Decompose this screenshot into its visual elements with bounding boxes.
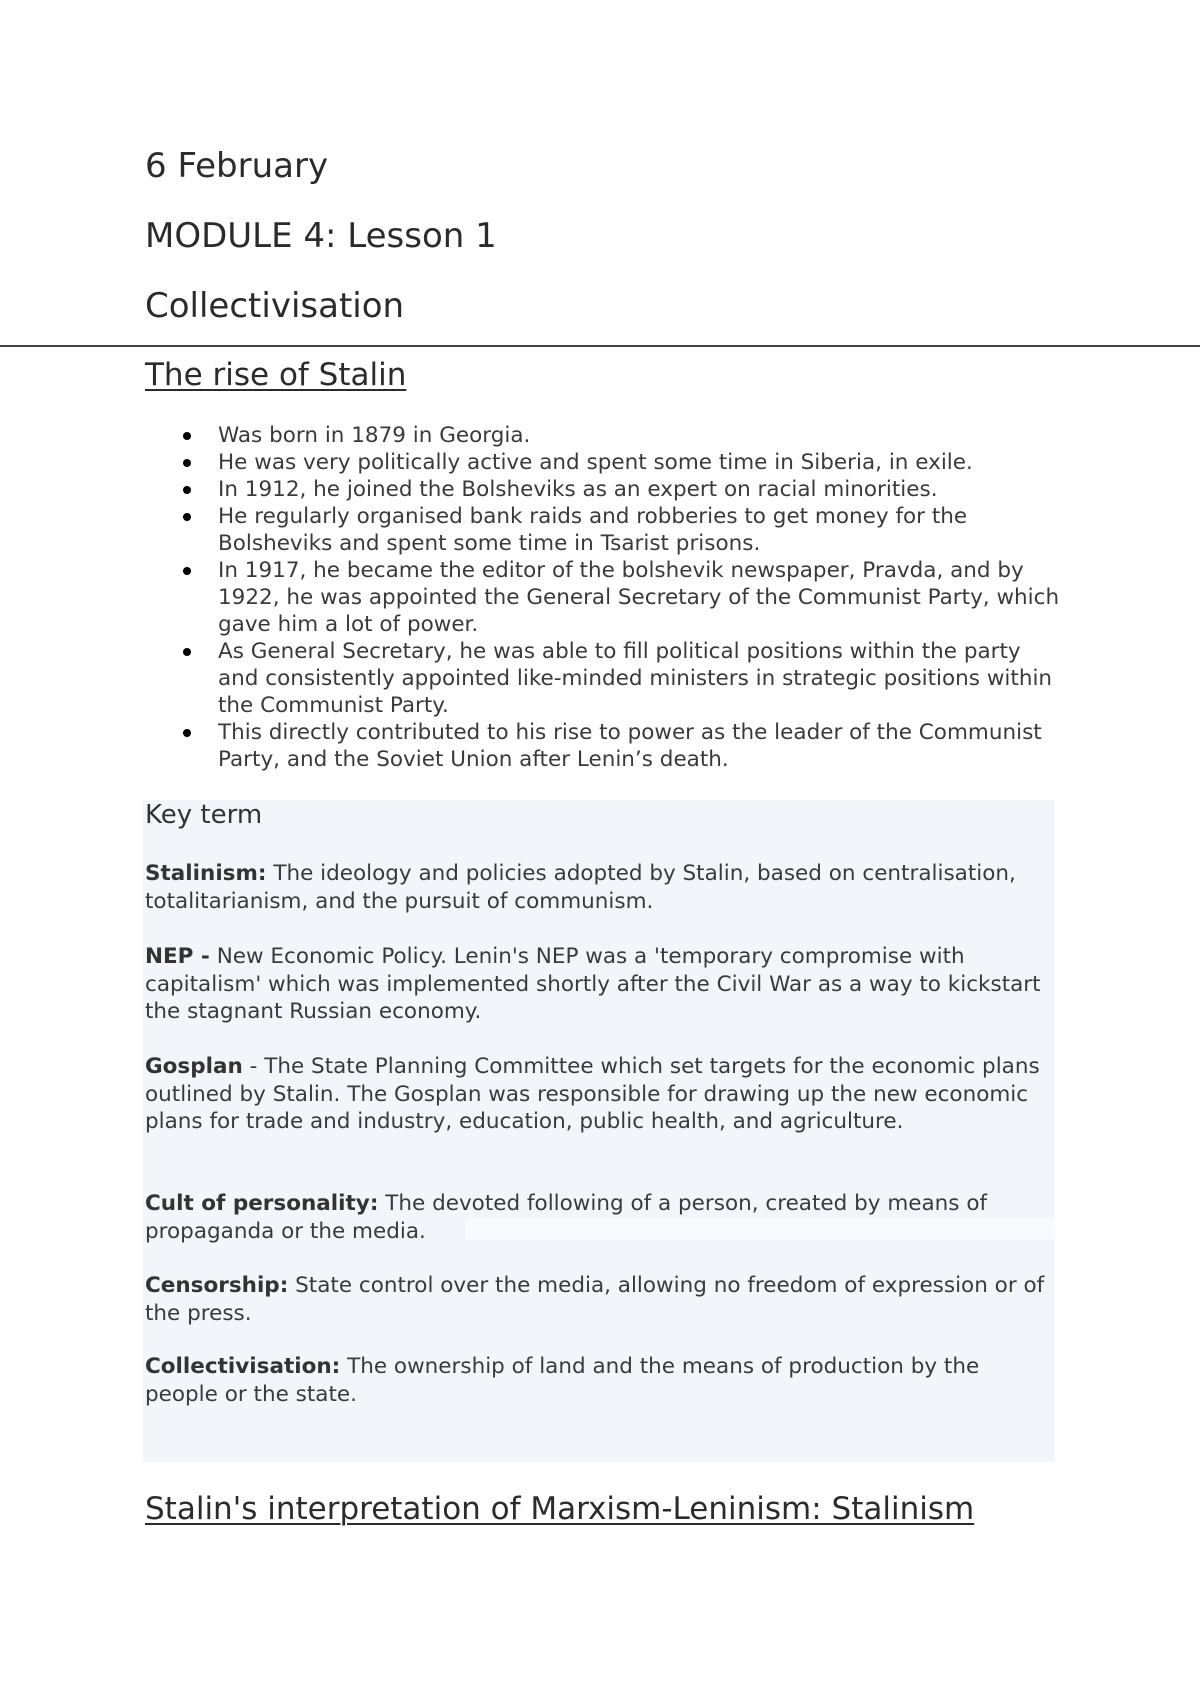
list-item: He regularly organised bank raids and robberies to get money for the Bolsheviks and spent some time in Tsarist prisons. [145, 503, 1065, 557]
list-item: As General Secretary, he was able to fill political positions within the party and consistently appointed like-minded ministers in strategic positions within the Communist Party. [145, 638, 1065, 719]
key-term-nep [145, 943, 1055, 1026]
term-definition: The ideology and policies adopted by Stalin, based on centralisation, totalitarianism, and the pursuit of communism. [145, 861, 1016, 914]
key-term-gosplan [145, 1053, 1055, 1136]
key-term-stalinism [145, 860, 1055, 915]
term-label: NEP - [145, 944, 210, 969]
list-item: Was born in 1879 in Georgia. [145, 422, 1065, 449]
term-label: Stalinism: [145, 861, 267, 886]
lesson-date: 6 February [145, 146, 329, 186]
lesson-topic: Collectivisation [145, 286, 405, 326]
rise-of-stalin-list [145, 422, 1065, 773]
key-term-censorship [145, 1272, 1055, 1327]
module-title: MODULE 4: Lesson 1 [145, 216, 497, 256]
list-item: He was very politically active and spent some time in Siberia, in exile. [145, 449, 1065, 476]
section-title-rise-of-stalin: The rise of Stalin [145, 357, 407, 393]
key-term-collectivisation [145, 1353, 1055, 1408]
term-definition: State control over the media, allowing no freedom of expression or of the press. [145, 1273, 1045, 1326]
horizontal-divider [0, 345, 1200, 347]
term-definition: - The State Planning Committee which set targets for the economic plans outlined by Stalin. The Gosplan was responsible for drawing up the new economic plans for trade and industry, education, public health, and agriculture. [145, 1054, 1040, 1134]
list-item: In 1912, he joined the Bolsheviks as an expert on racial minorities. [145, 476, 1065, 503]
list-item: In 1917, he became the editor of the bolshevik newspaper, Pravda, and by 1922, he was appointed the General Secretary of the Communist Party, which gave him a lot of power. [145, 557, 1065, 638]
term-definition: New Economic Policy. Lenin's NEP was a 'temporary compromise with capitalism' which was implemented shortly after the Civil War as a way to kickstart the stagnant Russian economy. [145, 944, 1041, 1024]
key-term-heading: Key term [145, 800, 263, 830]
term-label: Cult of personality: [145, 1191, 379, 1216]
section-title-stalinism: Stalin's interpretation of Marxism-Leninism: Stalinism [145, 1491, 975, 1527]
list-item: This directly contributed to his rise to power as the leader of the Communist Party, and the Soviet Union after Lenin’s death. [145, 719, 1065, 773]
key-term-cult-of-personality [145, 1190, 1055, 1245]
term-label: Gosplan [145, 1054, 243, 1079]
term-definition: The ownership of land and the means of production by the people or the state. [145, 1354, 980, 1407]
term-label: Censorship: [145, 1273, 289, 1298]
term-definition: The devoted following of a person, created by means of propaganda or the media. [145, 1191, 988, 1244]
term-label: Collectivisation: [145, 1354, 341, 1379]
